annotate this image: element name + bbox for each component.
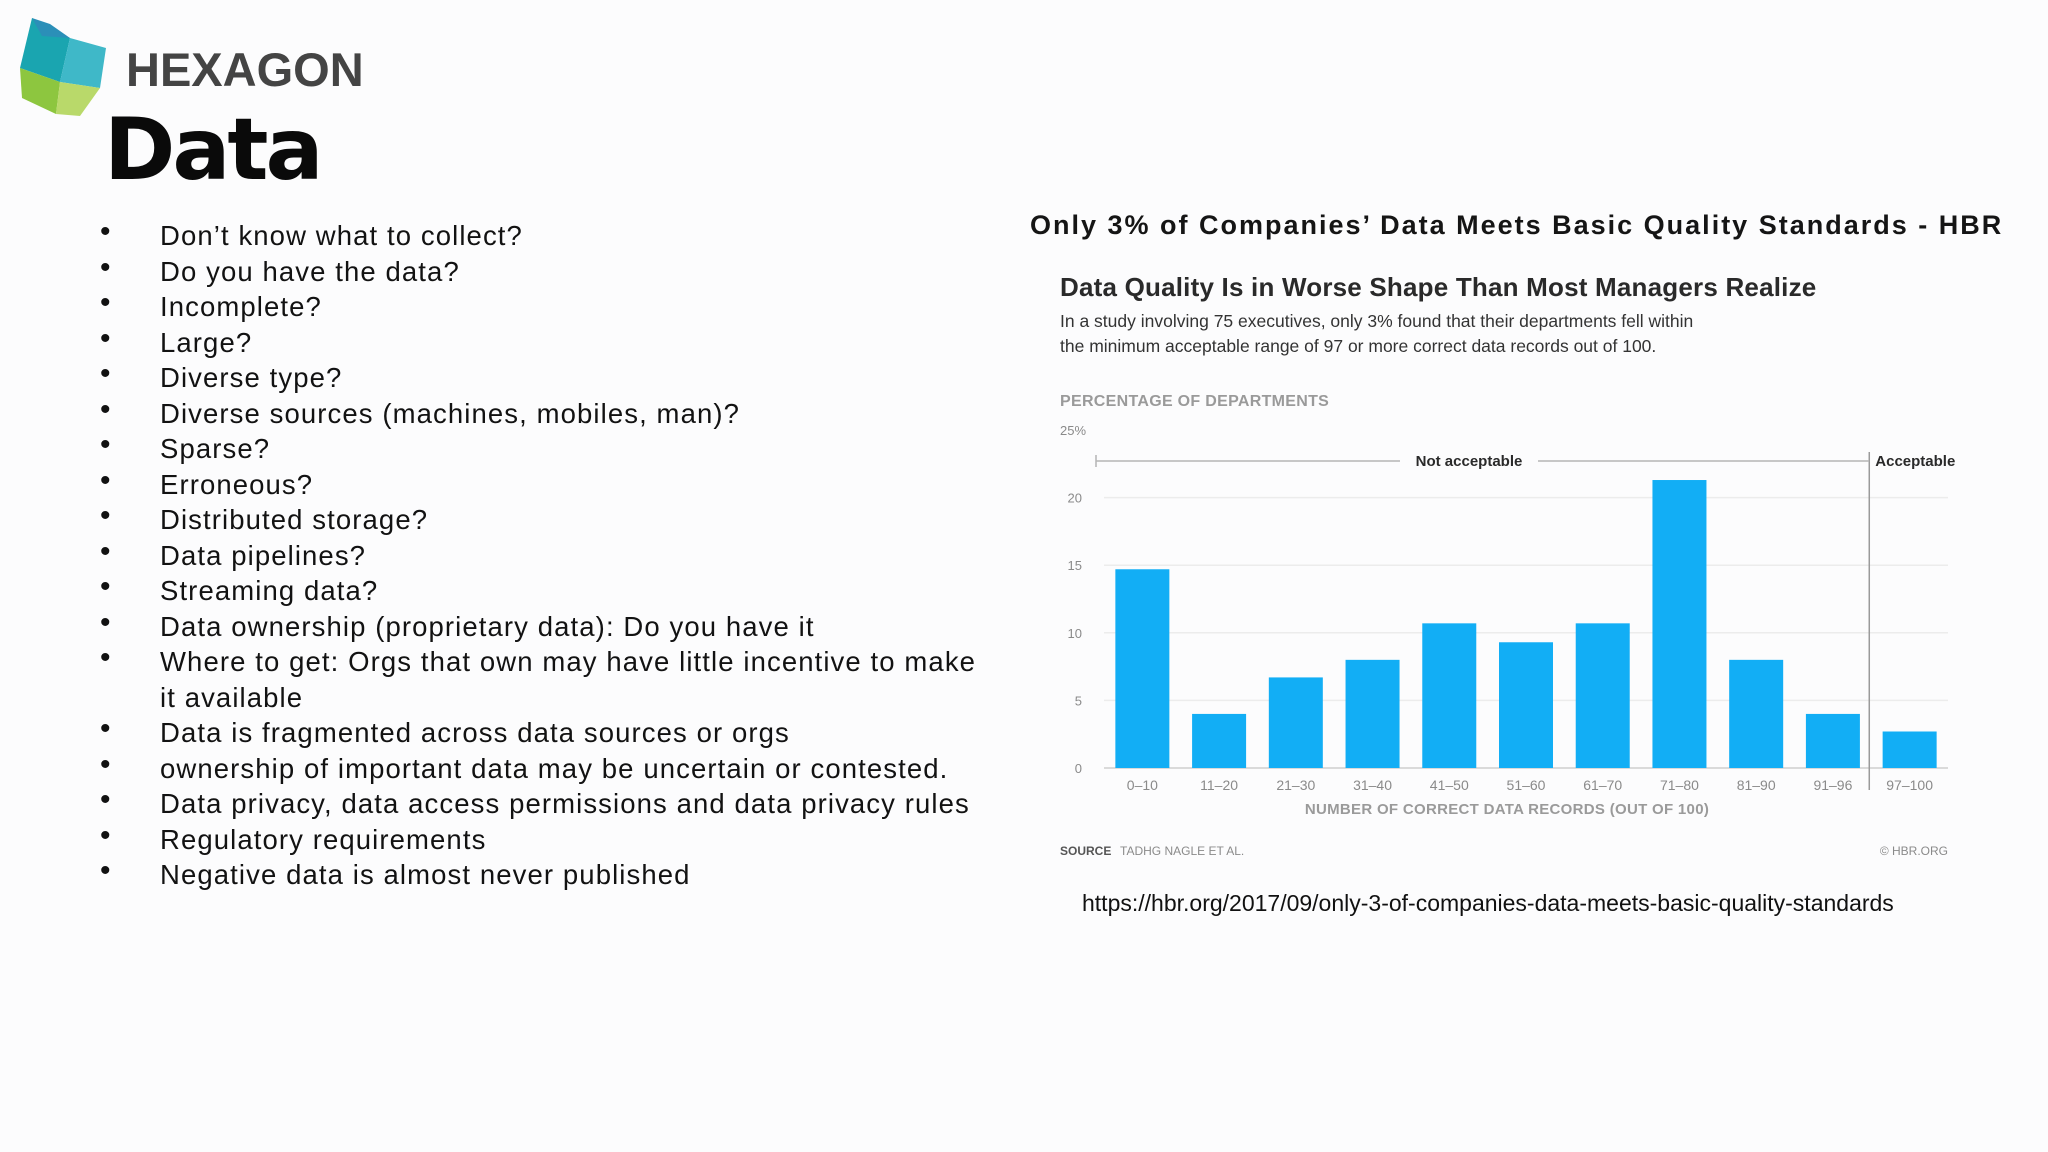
bar <box>1422 623 1476 768</box>
chart-heading: Only 3% of Companies’ Data Meets Basic Quality Standards - HBR <box>1030 210 2004 240</box>
not-acceptable-label: Not acceptable <box>1415 453 1523 470</box>
bullet-item: • Diverse type? <box>100 360 980 396</box>
chart-subtitle <box>1060 309 1820 359</box>
bullet-item: • Incomplete? <box>100 289 980 325</box>
x-axis-label: NUMBER OF CORRECT DATA RECORDS (OUT OF 100) <box>1304 801 1710 818</box>
chart-source-label: SOURCE <box>1060 844 1112 858</box>
bar <box>1729 660 1783 768</box>
bullet-item: • Streaming data? <box>100 573 980 609</box>
x-tick-label: 71–80 <box>1659 777 1699 793</box>
y-tick-label: 20 <box>1067 490 1082 506</box>
bullet-item: • Data privacy, data access permissions and data privacy rules <box>100 786 980 822</box>
bullet-item: • Data is fragmented across data sources or orgs <box>100 715 980 751</box>
bar <box>1576 623 1630 768</box>
x-tick-label: 81–90 <box>1736 777 1776 793</box>
page-title: Data <box>104 100 321 200</box>
bullet-item: • Sparse? <box>100 431 980 467</box>
bullet-item: • Regulatory requirements <box>100 822 980 858</box>
x-tick-label: 11–20 <box>1200 777 1239 793</box>
bar <box>1192 714 1246 768</box>
x-tick-label: 31–40 <box>1353 777 1393 793</box>
x-tick-label: 0–10 <box>1126 777 1158 793</box>
bar <box>1806 714 1860 768</box>
bar <box>1115 569 1169 768</box>
logo-wordmark: HEXAGON <box>126 43 364 96</box>
bullet-item: • Erroneous? <box>100 467 980 503</box>
y-tick-label: 0 <box>1074 761 1082 776</box>
x-tick-label: 97–100 <box>1886 777 1933 793</box>
logo-facet-lime <box>56 82 100 116</box>
bullet-item: • Diverse sources (machines, mobiles, man)? <box>100 396 980 432</box>
bullet-item: • Where to get: Orgs that own may have little incentive to make it available <box>100 644 980 715</box>
bullet-item: • Data pipelines? <box>100 538 980 574</box>
chart-title: Data Quality Is in Worse Shape Than Most Managers Realize <box>1060 272 1817 302</box>
chart-subtitle-line: In a study involving 75 executives, only 3% found that their departments fell within <box>1060 311 1694 331</box>
bullet-item: • Distributed storage? <box>100 502 980 538</box>
y-tick-label: 25% <box>1060 423 1087 438</box>
bar <box>1883 731 1937 768</box>
y-tick-label: 5 <box>1074 693 1082 709</box>
acceptable-label: Acceptable <box>1875 453 1956 470</box>
y-tick-label: 10 <box>1067 625 1082 641</box>
source-url: https://hbr.org/2017/09/only-3-of-companies-data-meets-basic-quality-standards <box>1082 890 1894 916</box>
bullet-item: • Data ownership (proprietary data): Do you have it <box>100 609 980 645</box>
x-tick-label: 61–70 <box>1583 777 1623 793</box>
bar <box>1499 642 1553 768</box>
bar <box>1346 660 1400 768</box>
bar <box>1269 677 1323 768</box>
bullet-item: • Don’t know what to collect? <box>100 218 980 254</box>
y-tick-label: 15 <box>1067 558 1082 574</box>
bar <box>1652 480 1706 768</box>
bullet-item: • ownership of important data may be uncertain or contested. <box>100 751 980 787</box>
bullet-list <box>100 218 980 893</box>
x-tick-label: 21–30 <box>1276 777 1316 793</box>
chart-credit: © HBR.ORG <box>1879 844 1948 858</box>
x-tick-label: 91–96 <box>1813 777 1853 793</box>
bullet-item: • Large? <box>100 325 980 361</box>
x-tick-label: 51–60 <box>1506 777 1546 793</box>
y-axis-label: PERCENTAGE OF DEPARTMENTS <box>1060 393 1330 410</box>
chart-subtitle-line: the minimum acceptable range of 97 or more correct data records out of 100. <box>1060 336 1657 356</box>
bullet-item: • Do you have the data? <box>100 254 980 290</box>
hbr-chart <box>1052 262 1972 872</box>
x-tick-label: 41–50 <box>1429 777 1469 793</box>
bullet-item: • Negative data is almost never published <box>100 857 980 893</box>
chart-source-text: TADHG NAGLE ET AL. <box>1120 844 1245 858</box>
